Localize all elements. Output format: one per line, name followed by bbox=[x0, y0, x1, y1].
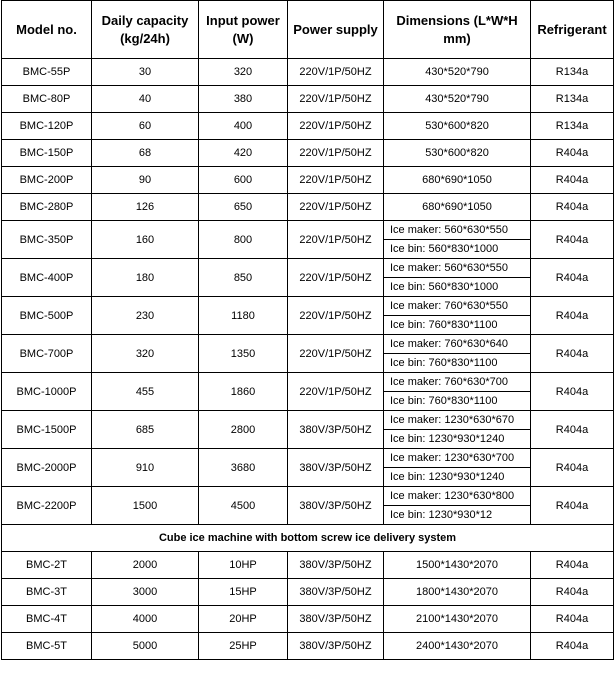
cell-supply: 220V/1P/50HZ bbox=[288, 140, 384, 167]
cell-refrigerant: R404a bbox=[531, 579, 614, 606]
cell-power: 3680 bbox=[199, 449, 288, 487]
cell-refrigerant: R404a bbox=[531, 140, 614, 167]
cell-refrigerant: R404a bbox=[531, 633, 614, 660]
cell-power: 600 bbox=[199, 167, 288, 194]
section-title: Cube ice machine with bottom screw ice delivery system bbox=[2, 525, 614, 552]
cell-power: 1350 bbox=[199, 335, 288, 373]
cell-power: 20HP bbox=[199, 606, 288, 633]
cell-ice-bin-dimensions: Ice bin: 560*830*1000 bbox=[384, 240, 531, 259]
cell-capacity: 180 bbox=[92, 259, 199, 297]
cell-model: BMC-4T bbox=[2, 606, 92, 633]
table-row bbox=[2, 297, 614, 316]
cell-power: 15HP bbox=[199, 579, 288, 606]
cell-ice-bin-dimensions: Ice bin: 560*830*1000 bbox=[384, 278, 531, 297]
cell-refrigerant: R404a bbox=[531, 297, 614, 335]
cell-supply: 380V/3P/50HZ bbox=[288, 606, 384, 633]
cell-power: 2800 bbox=[199, 411, 288, 449]
cell-refrigerant: R404a bbox=[531, 335, 614, 373]
cell-supply: 380V/3P/50HZ bbox=[288, 552, 384, 579]
cell-capacity: 3000 bbox=[92, 579, 199, 606]
cell-power: 10HP bbox=[199, 552, 288, 579]
spec-table bbox=[1, 0, 614, 660]
cell-refrigerant: R404a bbox=[531, 167, 614, 194]
cell-model: BMC-1500P bbox=[2, 411, 92, 449]
cell-model: BMC-700P bbox=[2, 335, 92, 373]
table-row bbox=[2, 449, 614, 468]
cell-model: BMC-400P bbox=[2, 259, 92, 297]
cell-ice-bin-dimensions: Ice bin: 1230*930*1240 bbox=[384, 430, 531, 449]
cell-capacity: 30 bbox=[92, 59, 199, 86]
cell-model: BMC-280P bbox=[2, 194, 92, 221]
cell-ice-maker-dimensions: Ice maker: 560*630*550 bbox=[384, 221, 531, 240]
table-row bbox=[2, 259, 614, 278]
cell-capacity: 910 bbox=[92, 449, 199, 487]
cell-model: BMC-3T bbox=[2, 579, 92, 606]
cell-power: 800 bbox=[199, 221, 288, 259]
cell-power: 380 bbox=[199, 86, 288, 113]
cell-refrigerant: R404a bbox=[531, 373, 614, 411]
cell-refrigerant: R404a bbox=[531, 259, 614, 297]
cell-capacity: 2000 bbox=[92, 552, 199, 579]
cell-ice-maker-dimensions: Ice maker: 560*630*550 bbox=[384, 259, 531, 278]
cell-capacity: 126 bbox=[92, 194, 199, 221]
table-row bbox=[2, 113, 614, 140]
cell-dimensions: 430*520*790 bbox=[384, 86, 531, 113]
cell-ice-bin-dimensions: Ice bin: 760*830*1100 bbox=[384, 316, 531, 335]
cell-capacity: 90 bbox=[92, 167, 199, 194]
cell-capacity: 4000 bbox=[92, 606, 199, 633]
table-row bbox=[2, 86, 614, 113]
cell-capacity: 160 bbox=[92, 221, 199, 259]
cell-supply: 220V/1P/50HZ bbox=[288, 59, 384, 86]
cell-dimensions: 680*690*1050 bbox=[384, 167, 531, 194]
table-row bbox=[2, 633, 614, 660]
cell-refrigerant: R404a bbox=[531, 552, 614, 579]
cell-dimensions: 530*600*820 bbox=[384, 140, 531, 167]
table-row bbox=[2, 335, 614, 354]
header-power: Input power (W) bbox=[199, 1, 288, 59]
cell-refrigerant: R404a bbox=[531, 194, 614, 221]
cell-capacity: 685 bbox=[92, 411, 199, 449]
cell-supply: 220V/1P/50HZ bbox=[288, 297, 384, 335]
table-row bbox=[2, 194, 614, 221]
cell-supply: 220V/1P/50HZ bbox=[288, 86, 384, 113]
cell-model: BMC-500P bbox=[2, 297, 92, 335]
cell-model: BMC-2T bbox=[2, 552, 92, 579]
cell-capacity: 40 bbox=[92, 86, 199, 113]
table-row bbox=[2, 373, 614, 392]
table-row bbox=[2, 579, 614, 606]
cell-refrigerant: R404a bbox=[531, 487, 614, 525]
cell-supply: 380V/3P/50HZ bbox=[288, 579, 384, 606]
cell-model: BMC-55P bbox=[2, 59, 92, 86]
cell-power: 320 bbox=[199, 59, 288, 86]
cell-refrigerant: R404a bbox=[531, 221, 614, 259]
cell-dimensions: 1500*1430*2070 bbox=[384, 552, 531, 579]
cell-capacity: 68 bbox=[92, 140, 199, 167]
cell-refrigerant: R134a bbox=[531, 59, 614, 86]
header-capacity: Daily capacity (kg/24h) bbox=[92, 1, 199, 59]
cell-ice-bin-dimensions: Ice bin: 760*830*1100 bbox=[384, 392, 531, 411]
table-row bbox=[2, 552, 614, 579]
cell-power: 4500 bbox=[199, 487, 288, 525]
cell-dimensions: 530*600*820 bbox=[384, 113, 531, 140]
cell-capacity: 5000 bbox=[92, 633, 199, 660]
cell-ice-maker-dimensions: Ice maker: 1230*630*800 bbox=[384, 487, 531, 506]
cell-supply: 220V/1P/50HZ bbox=[288, 167, 384, 194]
cell-ice-maker-dimensions: Ice maker: 760*630*550 bbox=[384, 297, 531, 316]
cell-ice-maker-dimensions: Ice maker: 760*630*700 bbox=[384, 373, 531, 392]
header-model: Model no. bbox=[2, 1, 92, 59]
table-row bbox=[2, 167, 614, 194]
cell-power: 400 bbox=[199, 113, 288, 140]
cell-model: BMC-200P bbox=[2, 167, 92, 194]
cell-capacity: 455 bbox=[92, 373, 199, 411]
cell-dimensions: 430*520*790 bbox=[384, 59, 531, 86]
cell-refrigerant: R404a bbox=[531, 606, 614, 633]
cell-model: BMC-120P bbox=[2, 113, 92, 140]
cell-model: BMC-80P bbox=[2, 86, 92, 113]
cell-supply: 220V/1P/50HZ bbox=[288, 373, 384, 411]
cell-supply: 220V/1P/50HZ bbox=[288, 113, 384, 140]
header-row bbox=[2, 1, 614, 59]
cell-power: 420 bbox=[199, 140, 288, 167]
cell-capacity: 60 bbox=[92, 113, 199, 140]
cell-refrigerant: R134a bbox=[531, 113, 614, 140]
cell-dimensions: 680*690*1050 bbox=[384, 194, 531, 221]
cell-dimensions: 2400*1430*2070 bbox=[384, 633, 531, 660]
cell-refrigerant: R404a bbox=[531, 449, 614, 487]
cell-refrigerant: R404a bbox=[531, 411, 614, 449]
header-dimensions: Dimensions (L*W*H mm) bbox=[384, 1, 531, 59]
table-row bbox=[2, 411, 614, 430]
cell-model: BMC-350P bbox=[2, 221, 92, 259]
cell-ice-bin-dimensions: Ice bin: 1230*930*1240 bbox=[384, 468, 531, 487]
cell-model: BMC-2000P bbox=[2, 449, 92, 487]
cell-supply: 220V/1P/50HZ bbox=[288, 221, 384, 259]
header-refrigerant: Refrigerant bbox=[531, 1, 614, 59]
cell-ice-maker-dimensions: Ice maker: 1230*630*670 bbox=[384, 411, 531, 430]
cell-power: 850 bbox=[199, 259, 288, 297]
cell-model: BMC-2200P bbox=[2, 487, 92, 525]
cell-supply: 380V/3P/50HZ bbox=[288, 411, 384, 449]
cell-refrigerant: R134a bbox=[531, 86, 614, 113]
table-row bbox=[2, 487, 614, 506]
cell-model: BMC-150P bbox=[2, 140, 92, 167]
table-row bbox=[2, 221, 614, 240]
table-row bbox=[2, 606, 614, 633]
cell-supply: 220V/1P/50HZ bbox=[288, 335, 384, 373]
cell-power: 1860 bbox=[199, 373, 288, 411]
cell-power: 1180 bbox=[199, 297, 288, 335]
cell-dimensions: 2100*1430*2070 bbox=[384, 606, 531, 633]
cell-ice-bin-dimensions: Ice bin: 760*830*1100 bbox=[384, 354, 531, 373]
cell-supply: 380V/3P/50HZ bbox=[288, 487, 384, 525]
cell-supply: 220V/1P/50HZ bbox=[288, 194, 384, 221]
table-row bbox=[2, 140, 614, 167]
cell-supply: 220V/1P/50HZ bbox=[288, 259, 384, 297]
cell-power: 650 bbox=[199, 194, 288, 221]
table-row bbox=[2, 59, 614, 86]
cell-supply: 380V/3P/50HZ bbox=[288, 449, 384, 487]
cell-dimensions: 1800*1430*2070 bbox=[384, 579, 531, 606]
cell-ice-maker-dimensions: Ice maker: 1230*630*700 bbox=[384, 449, 531, 468]
cell-supply: 380V/3P/50HZ bbox=[288, 633, 384, 660]
cell-model: BMC-1000P bbox=[2, 373, 92, 411]
cell-model: BMC-5T bbox=[2, 633, 92, 660]
cell-capacity: 1500 bbox=[92, 487, 199, 525]
cell-power: 25HP bbox=[199, 633, 288, 660]
cell-capacity: 320 bbox=[92, 335, 199, 373]
header-supply: Power supply bbox=[288, 1, 384, 59]
cell-ice-maker-dimensions: Ice maker: 760*630*640 bbox=[384, 335, 531, 354]
section-row bbox=[2, 525, 614, 552]
cell-capacity: 230 bbox=[92, 297, 199, 335]
cell-ice-bin-dimensions: Ice bin: 1230*930*12 bbox=[384, 506, 531, 525]
